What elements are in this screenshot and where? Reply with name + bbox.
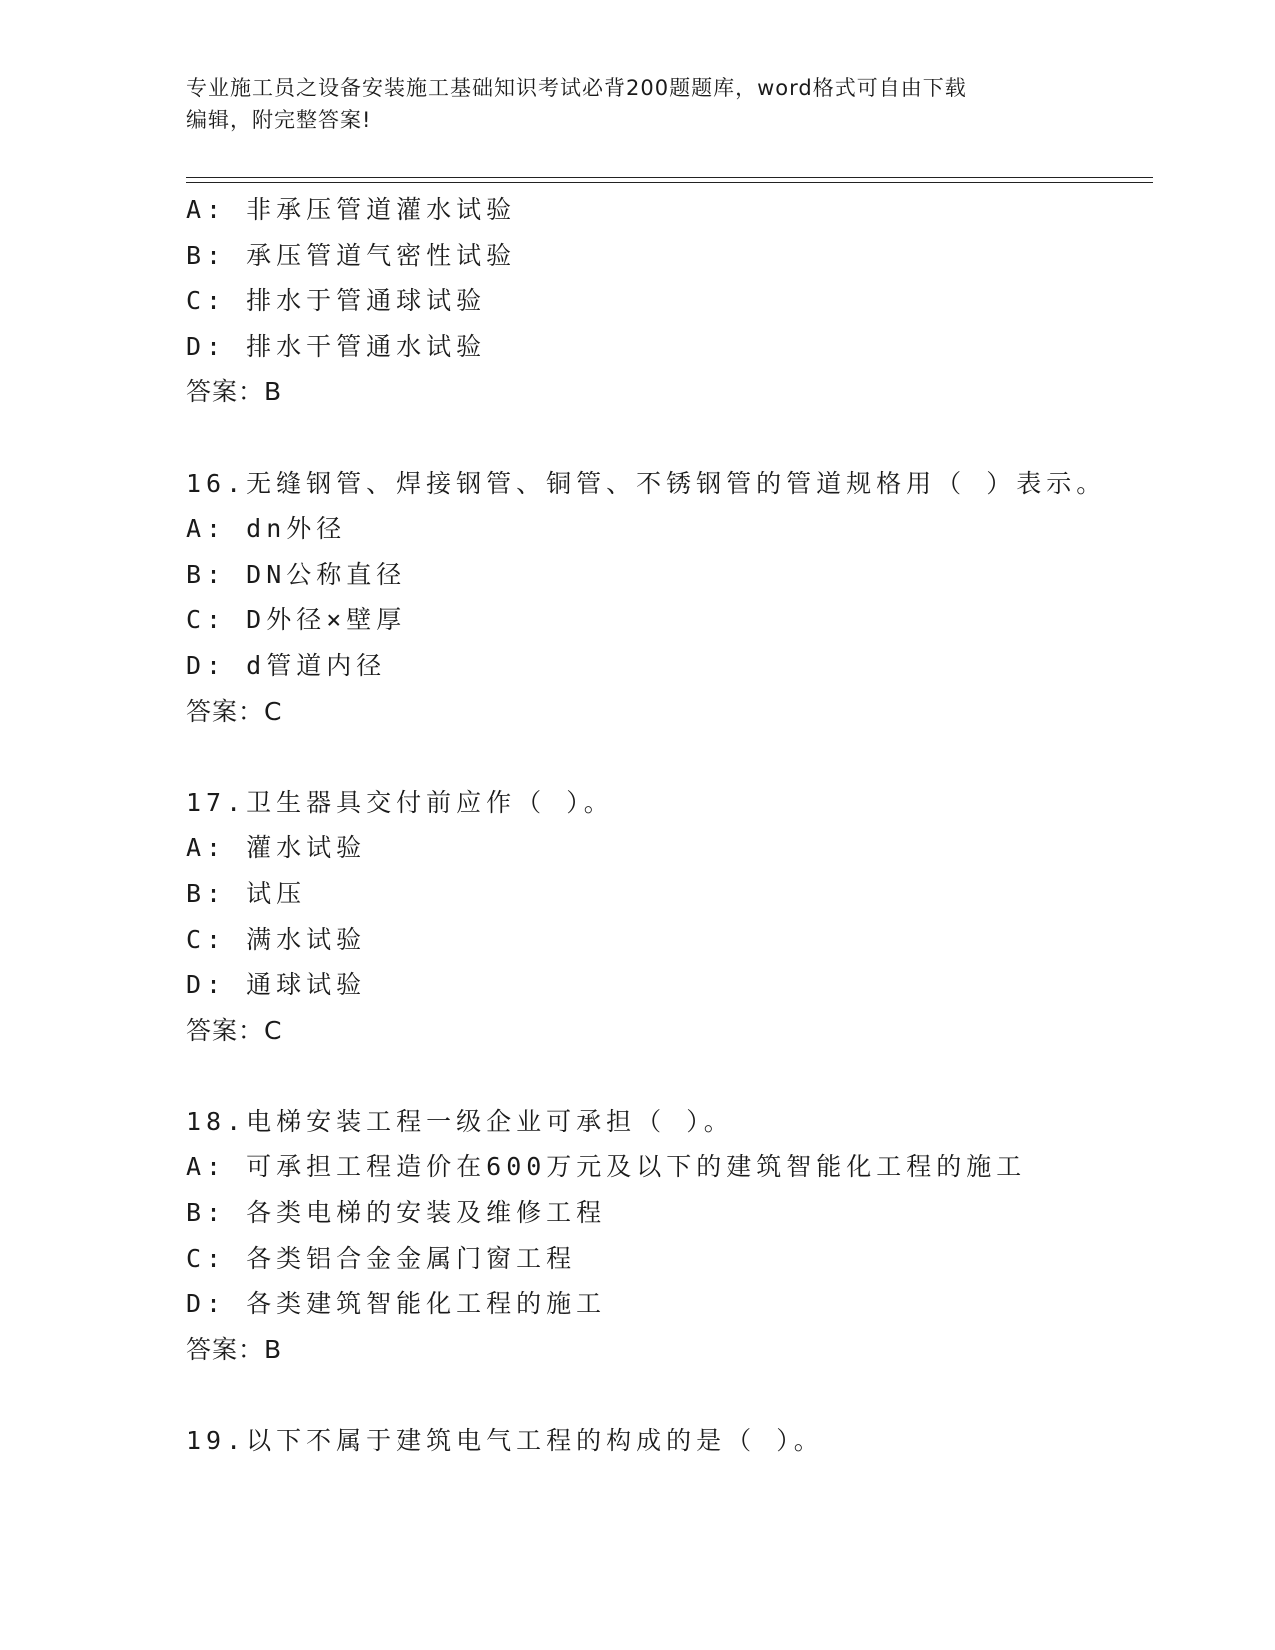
header-divider-top: [186, 177, 1153, 178]
option-a: A: 非承压管道灌水试验: [186, 195, 517, 224]
document-header: [186, 72, 1066, 136]
header-title-line-1: 专业施工员之设备安装施工基础知识考试必背200题题库，word格式可自由下载: [186, 76, 967, 100]
answer-line: 答案：C: [186, 696, 283, 726]
header-title-line-2: 编辑，附完整答案!: [186, 108, 372, 132]
option-c: C: D外径×壁厚: [186, 605, 407, 635]
question-block-18: [186, 1099, 1166, 1373]
option-d: D: 排水干管通水试验: [186, 331, 487, 361]
question-block-19: [186, 1418, 1166, 1464]
answer-line: 答案：C: [186, 1015, 283, 1045]
block-spacer: [186, 415, 1166, 461]
option-d: D: 各类建筑智能化工程的施工: [186, 1289, 607, 1319]
option-b: B: DN公称直径: [186, 559, 407, 589]
question-text: 18.电梯安装工程一级企业可承担（ ）。: [186, 1106, 734, 1136]
option-c: C: 各类铝合金金属门窗工程: [186, 1243, 577, 1273]
answer-line: 答案：B: [186, 1334, 283, 1364]
option-d: D: 通球试验: [186, 970, 367, 1000]
option-d: D: d管道内径: [186, 650, 387, 680]
block-spacer: [186, 734, 1166, 780]
header-divider-bottom: [186, 182, 1153, 183]
question-block-15: [186, 187, 1166, 415]
question-block-17: [186, 780, 1166, 1054]
option-a: A: 灌水试验: [186, 833, 367, 863]
question-text: 16.无缝钢管、焊接钢管、铜管、不锈钢管的管道规格用（ ）表示。: [186, 468, 1107, 498]
question-text: 17.卫生器具交付前应作（ ）。: [186, 787, 614, 817]
option-a: A: dn外径: [186, 514, 347, 544]
answer-line: 答案：B: [186, 377, 283, 407]
question-block-16: [186, 461, 1166, 735]
option-a: A: 可承担工程造价在600万元及以下的建筑智能化工程的施工: [186, 1152, 1027, 1182]
option-b: B: 各类电梯的安装及维修工程: [186, 1198, 607, 1228]
option-c: C: 满水试验: [186, 924, 367, 954]
block-spacer: [186, 1053, 1166, 1099]
block-spacer: [186, 1372, 1166, 1418]
question-text: 19.以下不属于建筑电气工程的构成的是（ ）。: [186, 1426, 824, 1456]
option-b: B: 承压管道气密性试验: [186, 240, 517, 270]
option-b: B: 试压: [186, 878, 307, 908]
question-list: [186, 187, 1166, 1464]
option-c: C: 排水于管通球试验: [186, 286, 487, 316]
